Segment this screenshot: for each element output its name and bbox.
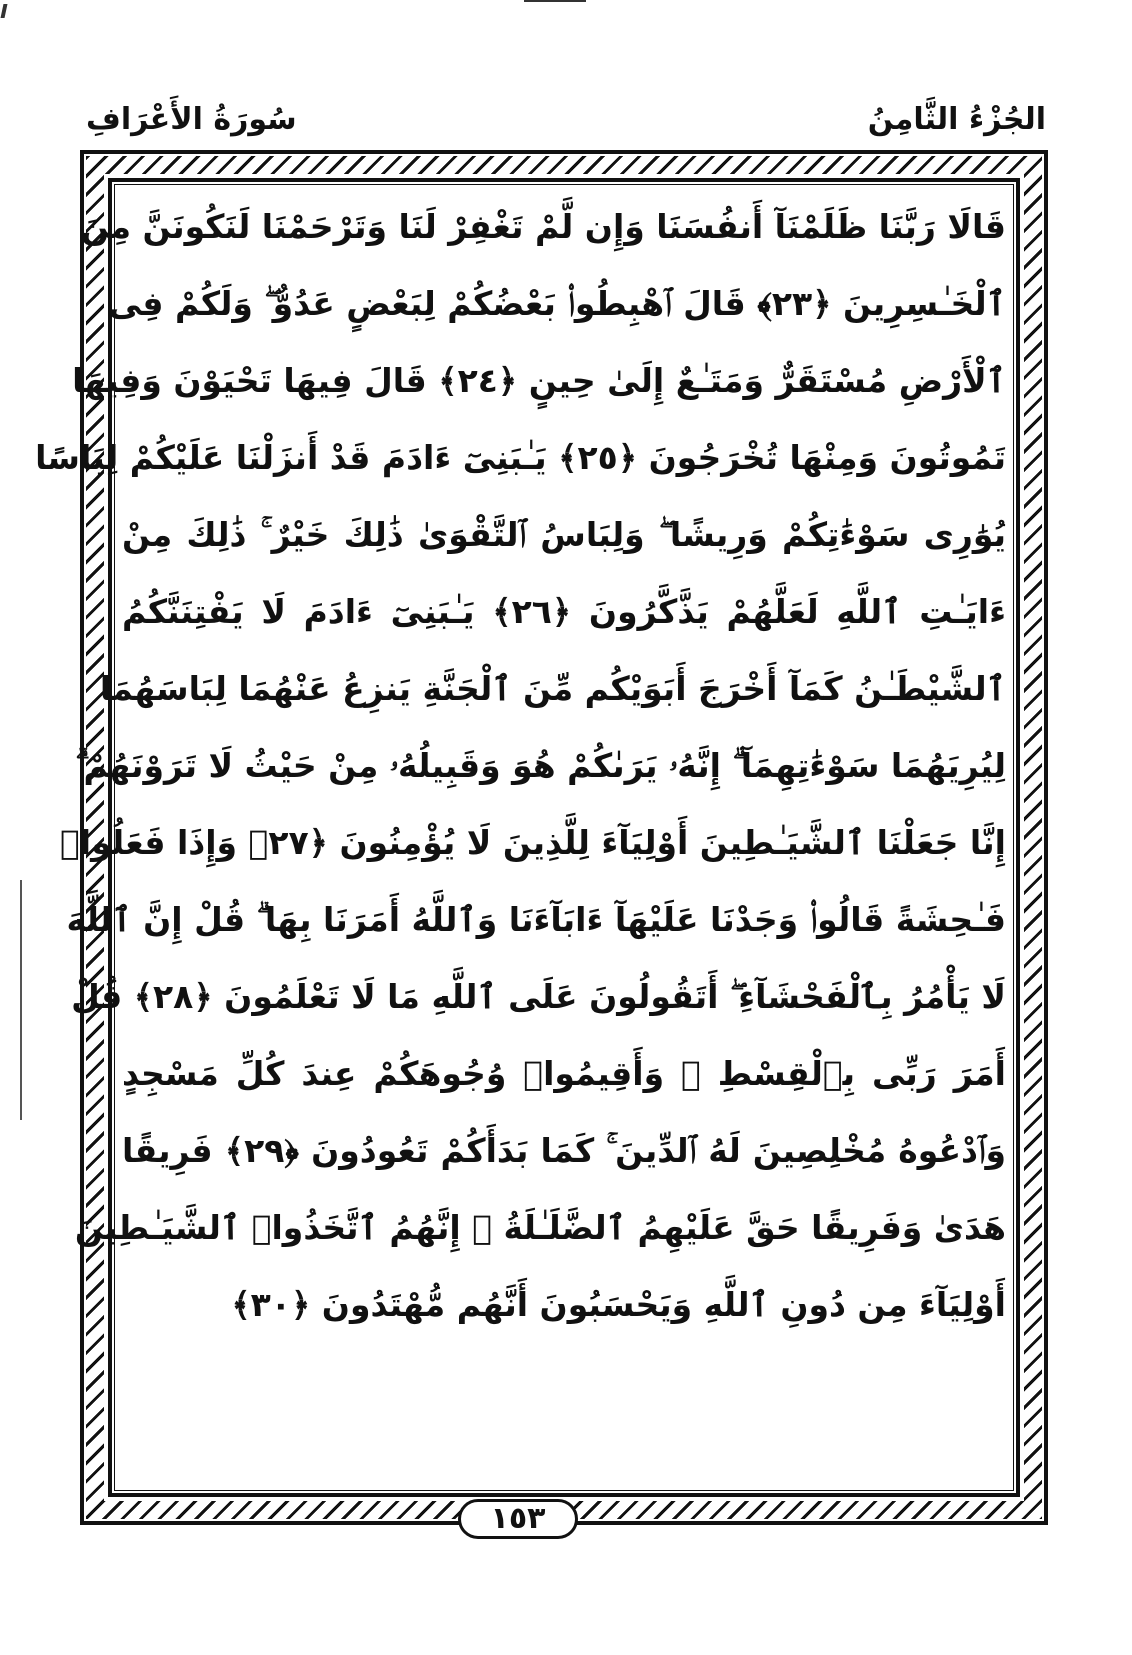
surah-title: سُورَةُ الأَعْرَافِ xyxy=(86,102,297,137)
verse-text-block xyxy=(35,188,1006,1478)
scan-edge-line xyxy=(20,880,22,1120)
top-edge-mark xyxy=(524,0,586,6)
verse-line: تَمُوتُونَ وَمِنْهَا تُخْرَجُونَ ﴿٢٥﴾ يَـٰبَنِىٓ ءَادَمَ قَدْ أَنزَلْنَا عَلَيْكُمْ لِبَاسًا xyxy=(35,438,1006,477)
verse-line: هَدَىٰ وَفَرِيقًا حَقَّ عَلَيْهِمُ ٱلضَّلَـٰلَةُ ۗ إِنَّهُمُ ٱتَّخَذُوا۟ ٱلشَّيَـٰطِينَ xyxy=(74,1208,1006,1247)
corner-scan-mark xyxy=(1,4,8,18)
verse-line: وَٱدْعُوهُ مُخْلِصِينَ لَهُ ٱلدِّينَ ۚ كَمَا بَدَأَكُمْ تَعُودُونَ ﴿٢٩﴾ فَرِيقًا xyxy=(122,1131,1006,1170)
verse-line: ٱلشَّيْطَـٰنُ كَمَآ أَخْرَجَ أَبَوَيْكُم مِّنَ ٱلْجَنَّةِ يَنزِعُ عَنْهُمَا لِبَاسَهُمَا xyxy=(99,669,1006,708)
verse-line: إِنَّا جَعَلْنَا ٱلشَّيَـٰطِينَ أَوْلِيَآءَ لِلَّذِينَ لَا يُؤْمِنُونَ ﴿٢٧﴾ وَإِذَا فَعَلُوا۟ xyxy=(59,823,1006,862)
verse-line: أَوْلِيَآءَ مِن دُونِ ٱللَّهِ وَيَحْسَبُونَ أَنَّهُم مُّهْتَدُونَ ﴿٣٠﴾ xyxy=(231,1285,1006,1324)
verse-line: يُوَٰرِى سَوْءَٰتِكُمْ وَرِيشًا ۖ وَلِبَاسُ ٱلتَّقْوَىٰ ذَٰلِكَ خَيْرٌ ۚ ذَٰلِكَ مِنْ xyxy=(122,515,1006,554)
juz-title: الجُزْءُ الثَّامِنُ xyxy=(867,102,1046,137)
verse-line: ٱلْخَـٰسِرِينَ ﴿٢٣﴾ قَالَ ٱهْبِطُوا۟ بَعْضُكُمْ لِبَعْضٍ عَدُوٌّ ۖ وَلَكُمْ فِى xyxy=(108,284,1006,323)
verse-line: لَا يَأْمُرُ بِٱلْفَحْشَآءِ ۖ أَتَقُولُونَ عَلَى ٱللَّهِ مَا لَا تَعْلَمُونَ ﴿٢٨﴾ قُلْ xyxy=(71,977,1006,1016)
verse-line: فَـٰحِشَةً قَالُوا۟ وَجَدْنَا عَلَيْهَآ ءَابَآءَنَا وَٱللَّهُ أَمَرَنَا بِهَا ۗ قُلْ إِنَّ ٱللَّهَ xyxy=(66,900,1006,939)
verse-line: لِيُرِيَهُمَا سَوْءَٰتِهِمَآ ۗ إِنَّهُۥ يَرَىٰكُمْ هُوَ وَقَبِيلُهُۥ مِنْ حَيْثُ لَا تَرَوْنَهُمْ ۗ xyxy=(75,746,1006,785)
verse-line: ٱلْأَرْضِ مُسْتَقَرٌّ وَمَتَـٰعٌ إِلَىٰ حِينٍ ﴿٢٤﴾ قَالَ فِيهَا تَحْيَوْنَ وَفِيهَا xyxy=(72,361,1006,400)
page-number: ١٥٣ xyxy=(458,1499,578,1539)
verse-line: ءَايَـٰتِ ٱللَّهِ لَعَلَّهُمْ يَذَّكَّرُونَ ﴿٢٦﴾ يَـٰبَنِىٓ ءَادَمَ لَا يَفْتِنَنَّكُمُ xyxy=(122,592,1006,631)
verse-line: قَالَا رَبَّنَا ظَلَمْنَآ أَنفُسَنَا وَإِن لَّمْ تَغْفِرْ لَنَا وَتَرْحَمْنَا لَنَكُونَنَّ مِنَ xyxy=(80,207,1006,246)
verse-line: أَمَرَ رَبِّى بِٱلْقِسْطِ ۖ وَأَقِيمُوا۟ وُجُوهَكُمْ عِندَ كُلِّ مَسْجِدٍ xyxy=(122,1054,1006,1093)
